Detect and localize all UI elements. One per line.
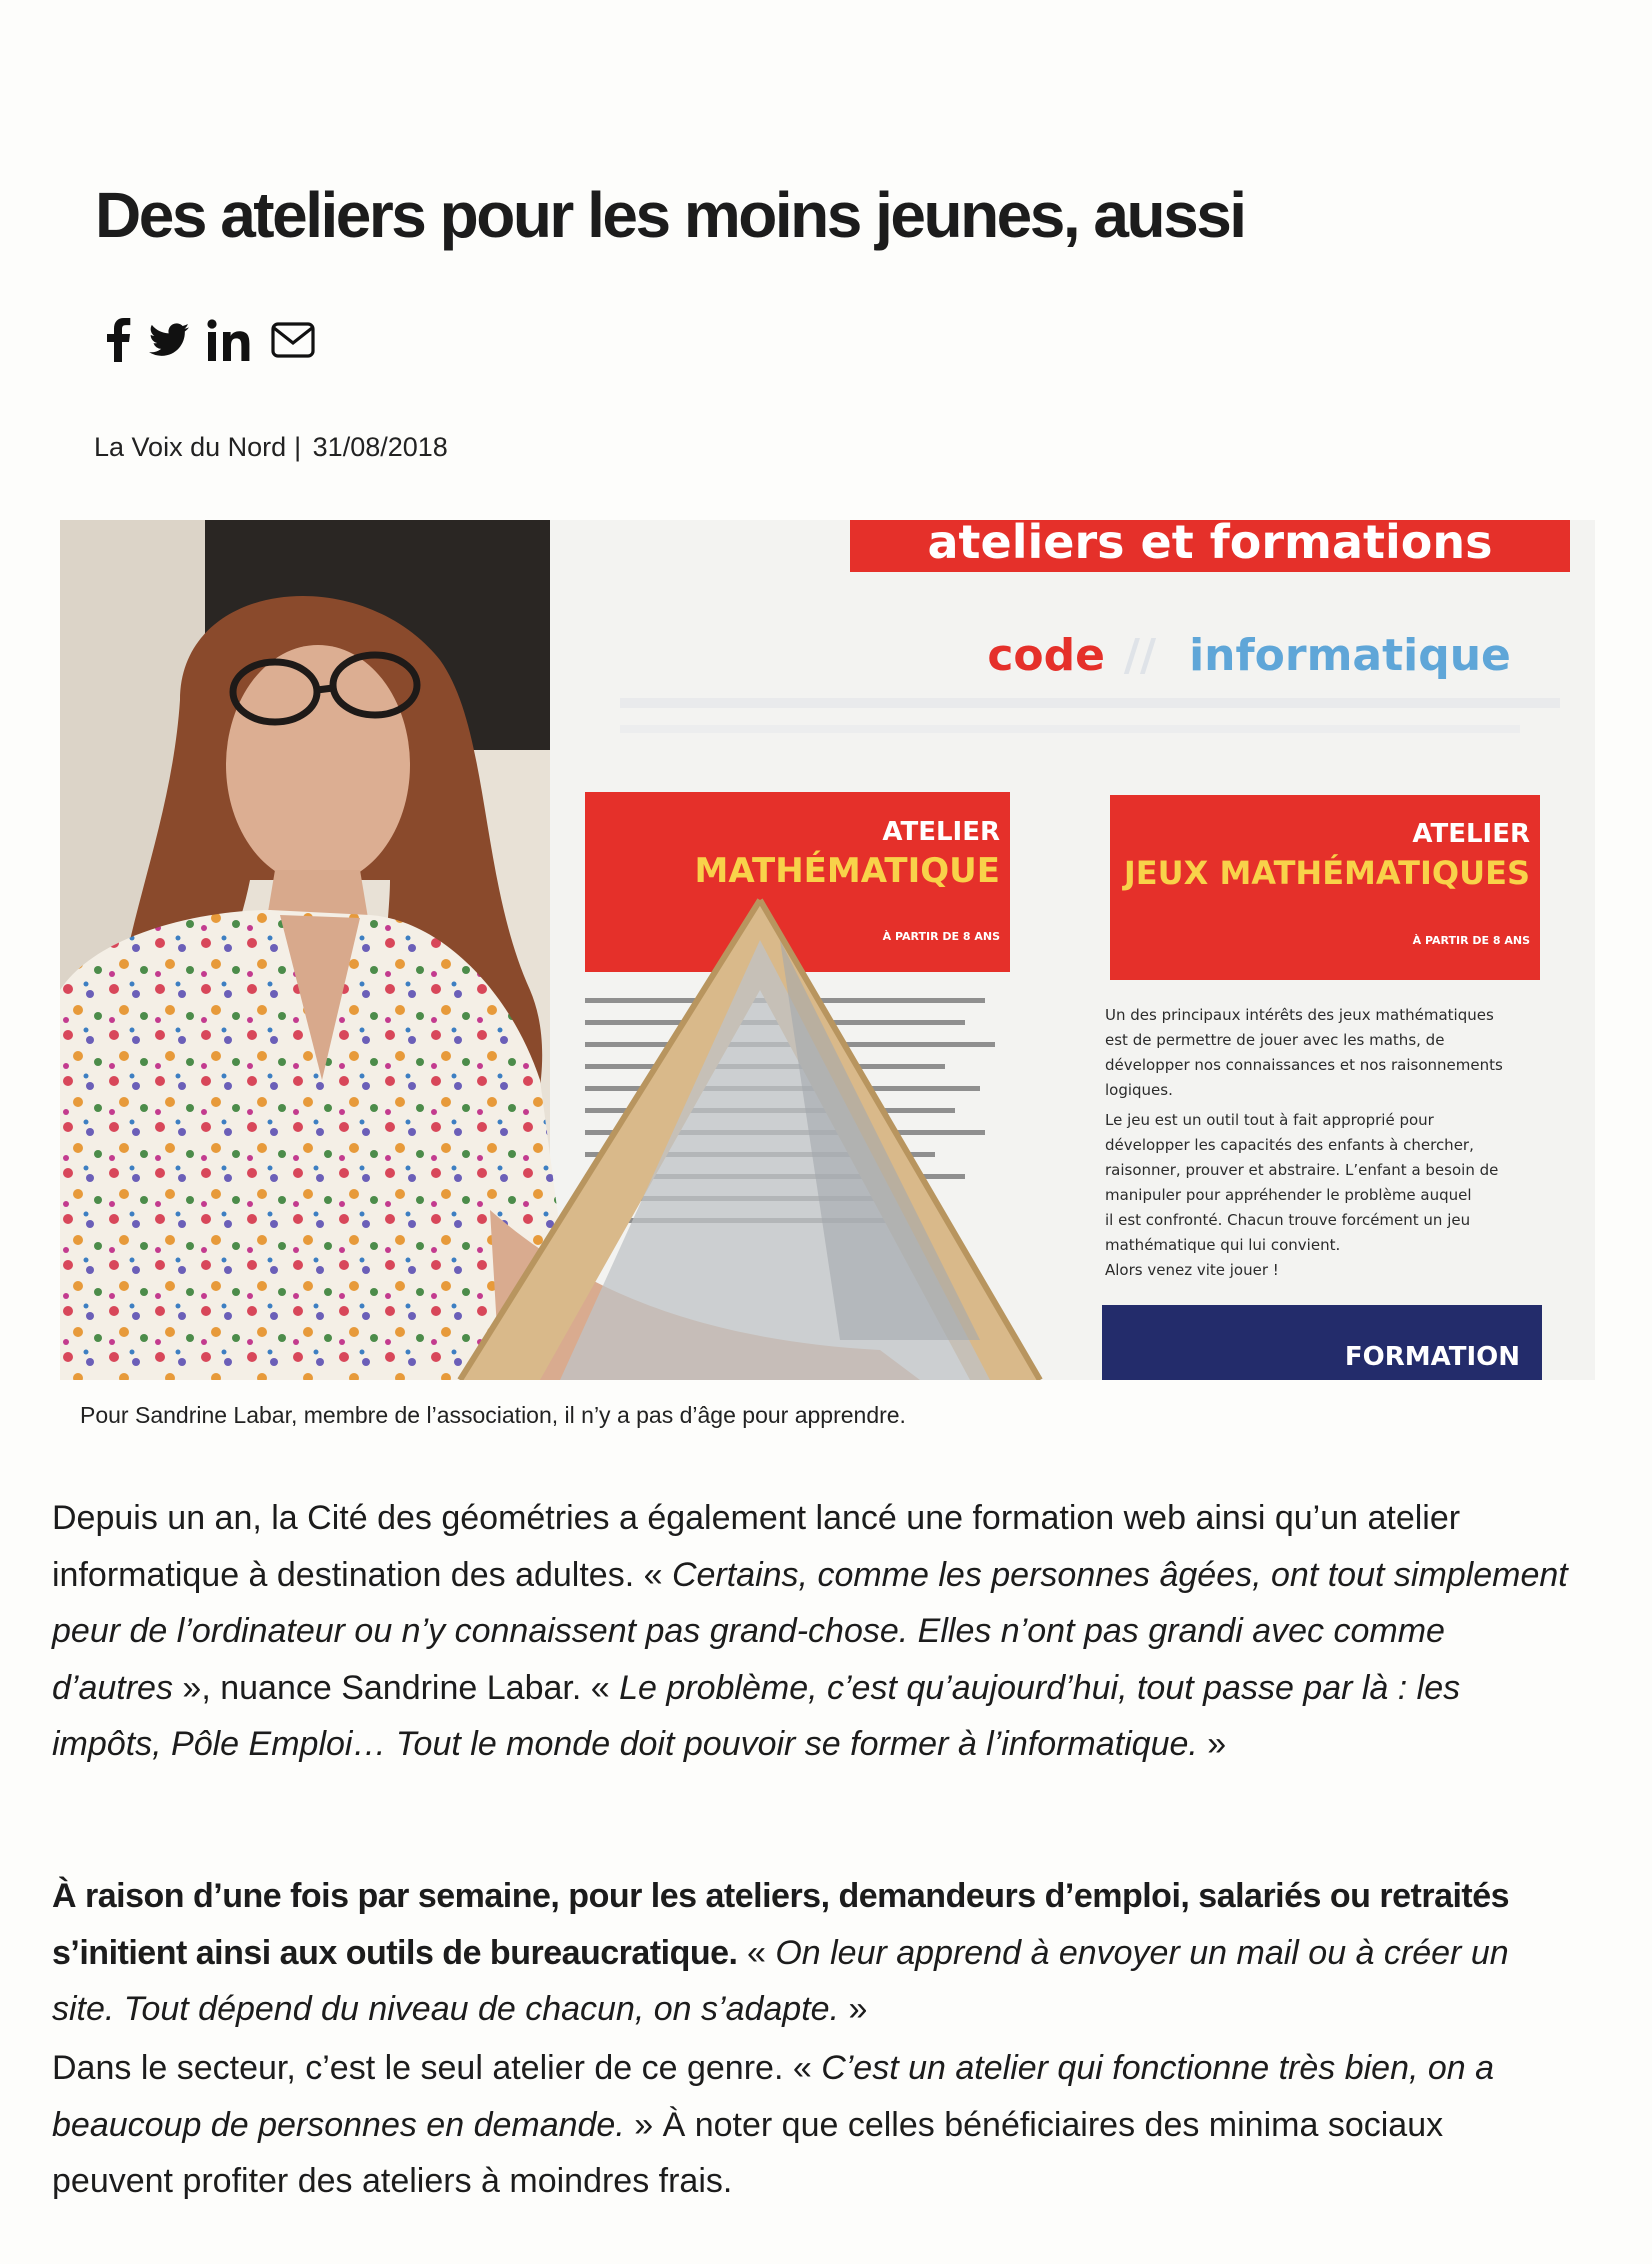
poster-banner: ateliers et formations — [927, 520, 1493, 569]
right-panel-age: À PARTIR DE 8 ANS — [1412, 934, 1530, 947]
photo-illustration — [60, 520, 1595, 1380]
p1-quote: Certains, comme les personnes âgées, ont tout simplement peur de l’ordinateur ou n’y connaissent pas grand-chose. Elles n’ont pas grandi avec comme d’autres — [52, 1555, 1568, 1707]
right-panel-line: développer les capacités des enfants à chercher, — [1105, 1136, 1474, 1154]
p2-lead: À raison d’une fois par semaine, pour les ateliers, demandeurs d’emploi, salariés ou retraités s’initient ainsi aux outils de bureaucratique. — [52, 1877, 1510, 1972]
p3-quote: C’est un atelier qui fonctionne très bien, on a beaucoup de personnes en demande. — [52, 2049, 1495, 2144]
publish-date: 31/08/2018 — [312, 432, 448, 462]
right-panel-line: Un des principaux intérêts des jeux mathématiques — [1105, 1006, 1494, 1024]
p1-text: », nuance Sandrine Labar. « — [172, 1668, 620, 1707]
p1-quote: Le problème, c’est qu’aujourd’hui, tout passe par là : les impôts, Pôle Emploi… Tout le monde doit pouvoir se former à l’informatique. — [52, 1668, 1461, 1763]
right-panel-line: développer nos connaissances et nos raisonnements — [1105, 1056, 1503, 1074]
p1-text: Depuis un an, la Cité des géométries a également lancé une formation web ainsi qu’un atelier informatique à destination des adultes. « — [52, 1499, 1461, 1594]
article-photo — [60, 520, 1595, 1380]
email-icon[interactable] — [271, 322, 315, 358]
formation-label: FORMATION — [1344, 1342, 1520, 1372]
right-panel-line: manipuler pour appréhender le problème auquel — [1105, 1186, 1472, 1204]
right-panel-line: est de permettre de jouer avec les maths, de — [1105, 1031, 1445, 1049]
right-panel-line: Le jeu est un outil tout à fait approprié pour — [1105, 1111, 1434, 1129]
poster-code: code — [987, 630, 1105, 681]
facebook-icon[interactable] — [105, 318, 131, 362]
left-panel-kicker: ATELIER — [882, 817, 1000, 847]
left-panel-title: MATHÉMATIQUE — [694, 851, 1000, 891]
right-panel-line: raisonner, prouver et abstraire. L’enfant a besoin de — [1105, 1161, 1499, 1179]
p2-text: « — [737, 1933, 776, 1972]
photo-caption: Pour Sandrine Labar, membre de l’association, il n’y a pas d’âge pour apprendre. — [80, 1402, 906, 1428]
right-panel-line: il est confronté. Chacun trouve forcément un jeu — [1105, 1211, 1471, 1229]
twitter-icon[interactable] — [149, 323, 189, 357]
meta-separator: | — [294, 432, 302, 462]
right-panel-line: Alors venez vite jouer ! — [1105, 1261, 1279, 1279]
right-panel-kicker: ATELIER — [1412, 819, 1530, 849]
poster-informatique: informatique — [1189, 630, 1511, 681]
left-panel-age: À PARTIR DE 8 ANS — [882, 930, 1000, 943]
p1-text: » — [1197, 1725, 1227, 1763]
right-panel-title: JEUX MATHÉMATIQUES — [1123, 854, 1530, 892]
p2-text: » — [839, 1990, 868, 2028]
right-panel-line: mathématique qui lui convient. — [1105, 1236, 1341, 1254]
body-paragraph-3 — [52, 2040, 1572, 2210]
p2-quote: On leur apprend à envoyer un mail ou à créer un site. Tout dépend du niveau de chacun, on s’adapte. — [52, 1933, 1509, 2028]
right-panel-line: logiques. — [1105, 1081, 1173, 1099]
poster-slashes: // — [1123, 630, 1157, 681]
body-paragraph-1 — [52, 1490, 1572, 1773]
article-meta — [94, 432, 448, 463]
share-bar — [105, 310, 315, 370]
linkedin-icon[interactable] — [207, 319, 253, 361]
article-title: Des ateliers pour les moins jeunes, aussi — [95, 179, 1245, 251]
body-paragraph-2 — [52, 1868, 1572, 2038]
p3-text: Dans le secteur, c’est le seul atelier de ce genre. « — [52, 2049, 822, 2087]
source-name: La Voix du Nord — [94, 432, 287, 462]
p3-text: » À noter que celles bénéficiaires des minima sociaux peuvent profiter des ateliers à moindres frais. — [52, 2105, 1444, 2200]
